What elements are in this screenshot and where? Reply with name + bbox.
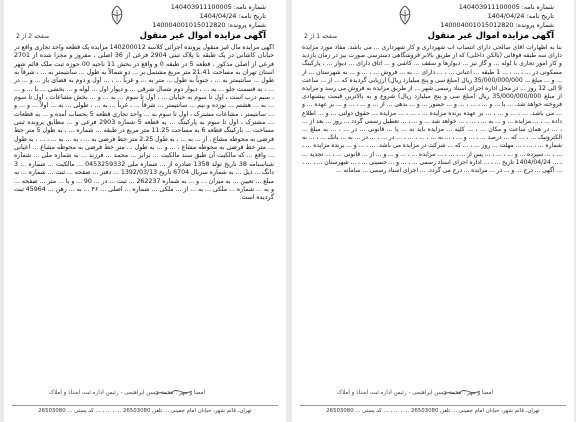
letter-meta — [434, 3, 554, 30]
signature-line: امضا و مهر : محمد حسن ابراهیمی - رئیس اداره ثبت اسناد و املاک — [337, 390, 494, 396]
letter-number: شماره نامه: 140403911100005 — [458, 3, 554, 11]
page-title: آگهی مزایده اموال غیر منقول — [139, 31, 266, 41]
page-number: صفحه 2 از 2 — [16, 33, 50, 40]
letter-meta — [146, 3, 266, 30]
page-title: آگهی مزایده اموال غیر منقول — [427, 31, 554, 41]
footer-divider — [300, 405, 566, 406]
emblem-icon — [392, 4, 418, 26]
letter-number: شماره نامه: 140403911100005 — [170, 3, 266, 11]
body-text: آگهی مزایده مال غیر منقول پرونده اجرائی کلاسه 140200012 مزایده یک قطعه واحد تجاری واقع در خیابان کاشانی در یک طبقه با پلاک ثبتی 2904 فرعی از 36 اصلی ، مفروز و مجزا شده از 2701 فرعی از اصلی مذکور ، قطعه 5 در طبقه 0 و واقع در بخش 11 ناحیه 00 حوزه ثبت ملک قائم شهر استان تهران به مساحت 21.41 متر مربع مشتمل بر ... دو شمالاً به طول ... سانتیمتر به ... ، شرقاً به طول ... سانتیمتر به ... ، جنوباً به طول ... متر به ... و غرباً ... ، ... اول و دوم به فضای باز ... و ... در ... ، به قسمت جلو ... به ... ، دیوار دوم شمال شرقی ... و دیوار اول ... لوله و ... بخشی ... با ... و ... ، سیم درب است ، اول تا سوم به خیابان ... ، اول تا سوم ... به ... و ... بخش مشاعات ، اول تا سوم ... به ... هشتم ... نوزده و نیم ... سانتیمتر ... شرقاً ... ، غرباً ... به ... ، طولی ... به ... اولاً ... و ... و ... سانتیمتر ، مشاعات مشترک ، اول تا سوم به ... واحد تجاری قطعه 5 بحساب آمده و ... به قطعات ... مشترک ، اول تا سوم به پارکینگ ... به قطعه 5 شماره 2903 فرعی و ... مطابق پرونده ثبتی مساحت ... بارکینگ قطعه 6 به مساحت 11.25 متر مربع در طبقه ... شماره ... ، به طول 5 متر خط فرضی به محوطه مشاع ، از ... به ... ، به طول 2.25 متر خط فرضی به ... ، به ... به ... ، ... ، به طول ... متر خط فرضی به محوطه مشاع ، ... و ... به طول ... متر خط فرضی به محوطه مشاع ... اعیانی ... واقع ... که مالکیت آن طبق سند مالکیت ... برابر ... محمد ... فرزند ... به شماره ملی ... شماره شناسنامه 38 تاریخ تولد 1358 صادره از ... شماره ملی 0453259332 ... مالکیت ... شماره ... 3 دانگ ... ذیل ... به شماره سریال 6704 تاریخ 1392/03/13 ... دفتر ... صفحه ... ثبت ... شماره ... به مبلغ ... تعیین ... به میزان ... و ... به شماره 262237 ... ثبت ... در ... 90 ... و با ... متر ... صفحه ... و به ... شماره ... ملکی ... به ... از ... ملکی ... شماره ... اصلی ... ۴۶ ... به ... رهن ... 45964 ثبت گردیده است. — [14, 44, 274, 202]
case-number: شماره پرونده: 140004001015012820 — [440, 21, 554, 29]
case-number: شماره پرونده: 140004001015012820 — [152, 21, 266, 29]
page-one — [292, 0, 574, 422]
footer-address: تهران، قائم شهر، خیابان امام خمینی ... تلفن 26503080 ... ، ... ، ... کد پستی ... 26503080 — [326, 408, 540, 414]
emblem-icon — [104, 4, 130, 26]
letter-date: تاریخ نامه: 1404/04/24 — [199, 12, 266, 20]
letter-date: تاریخ نامه: 1404/04/24 — [487, 12, 554, 20]
body-text: بنا به اظهارات آقای صالحی دارای انتصاب آب شهرداری و کار شهرداری ... می باشد. مفاد مورد مزایده دارای سه طبقه فوقانی (بالکن داخلی) که از طریق بالابر فروشگاهی دسترسی صورت نیز در زمان بازدید و کار امور تجاری با لوله ... و گاز نیز ... دیوارها و سقف ... کاشی و ... اتاق دارای ... دیوار ... ، پارکینگ مسکونی در ... ، ... ، ... 1 طبقه ... اعیانی ... ، ... دارای ... به ... فروش ... ، ... و ... به شهرستان ... از ... و ... مبلغ ... 35/000/000/000 ریال (مبلغ سی و پنج میلیارد ریال) ارزیابی گردیده که ... از ... ساعت 9 الی 12 روز ... در محل اداره اجرای اسناد رسمی شهر ... از طریق مزایده به فروش می رسد و مزایده از مبلغ 35/000/000/000 ریال (مبلغ سی و پنج میلیارد ریال) شروع و به بالاترین قیمت پیشنهادی فروخته خواهد شد. ... با ... و ... ، ... ، ... و ... حضور ... و ... بدهی ... از ... و ... ، ... و ... بر عهده ... و ... می باشد. ... ، ... و ... ، ... بر عهده برنده مزایده ... ، ... ، ... مزایده ... حقوق دولتی ... و ... اطلاع داده ... ، ... مزایده ... و ... به ... ، ... ، ... خواهد شد ... و ... ، ... تعطیل رسمی گردد ... روز ... بعد از ... ، ... در همان ساعت و مکان ... ، ... کلیه ... مزایده باید به ... یا ... قانونی ... در ... ، ... به مبلغ ... الکترونیک ... ، ... که ... درصد ... ، ... و ... ، ... به ... ، ... ، ... ، ... در ... ، ... در ... به ... بانک ... ، ... به شماره ... ، ... ، ... مهلت ... روز ... ، ... که ... شرکت در مزایده می باشد. ... ، ... و ... برنده مزایده ... ، ... ، ... سپرده ... و ... ، ... ، ... پس از ... ، ... ، ... مزایده ... ، ... و ... و ... از ... قانونی ... ، ... تجدید ... ، ... 1404/04/24 تاریخ ... ، ... اداره اجرای اسناد رسمی ... ، ... و ... حسینی ... ، ... شهرستان ... ، ... ، ... آگهی ... درج ... و ... در ... مزایده ... درج می گردد. ... اجرای اسناد رسمی ... سامانه ... — [302, 44, 562, 175]
page-two — [4, 0, 286, 422]
page-number: صفحه 1 از 2 — [304, 33, 338, 40]
footer-divider — [12, 405, 278, 406]
signature-line: امضا و مهر : محمد حسن ابراهیمی - رئیس اداره ثبت اسناد و املاک — [49, 390, 206, 396]
footer-address: تهران، قائم شهر، خیابان امام خمینی ... تلفن 26503080 ... ، ... ، ... کد پستی ... 26503080 — [38, 408, 252, 414]
